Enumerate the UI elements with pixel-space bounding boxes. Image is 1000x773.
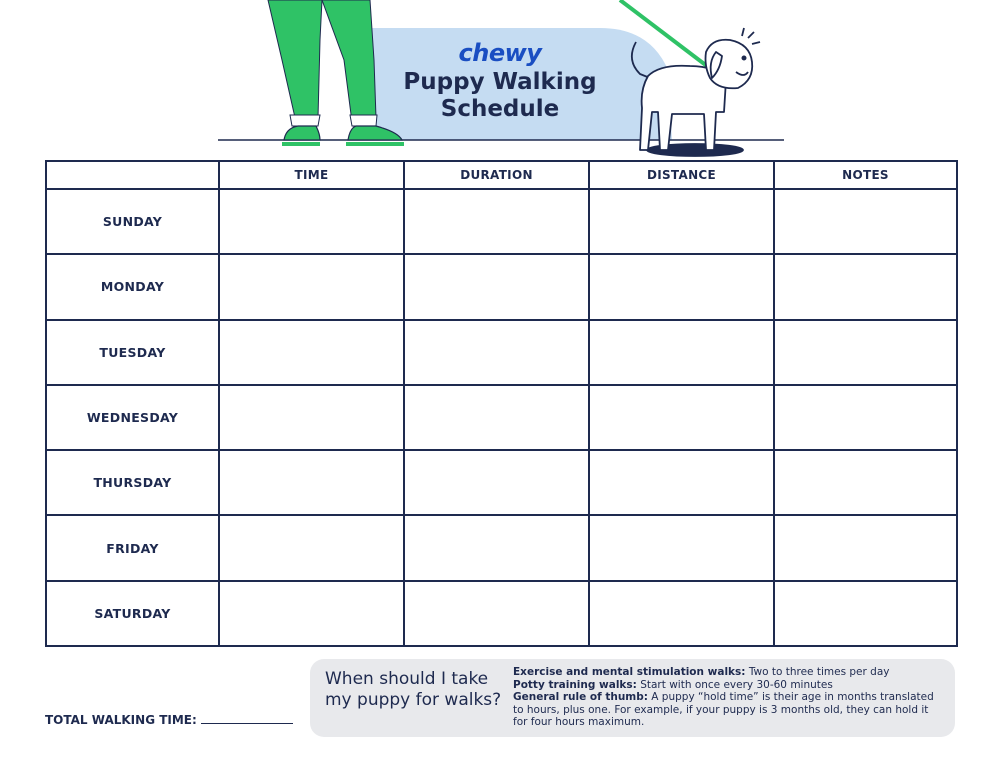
table-row (46, 189, 957, 254)
day-label: THURSDAY (46, 450, 219, 515)
notes-cell[interactable] (774, 385, 957, 450)
table-row (46, 450, 957, 515)
duration-cell[interactable] (404, 254, 589, 319)
day-label: SATURDAY (46, 581, 219, 646)
duration-cell[interactable] (404, 581, 589, 646)
table-row (46, 581, 957, 646)
day-label: TUESDAY (46, 320, 219, 385)
distance-cell[interactable] (589, 254, 774, 319)
title-line-1: Puppy Walking (403, 69, 597, 95)
day-label: MONDAY (46, 254, 219, 319)
distance-cell[interactable] (589, 450, 774, 515)
duration-cell[interactable] (404, 385, 589, 450)
tip-item (513, 679, 943, 692)
notes-cell[interactable] (774, 320, 957, 385)
tip-label: Exercise and mental stimulation walks: (513, 666, 746, 678)
notes-cell[interactable] (774, 189, 957, 254)
distance-cell[interactable] (589, 515, 774, 580)
total-walking-time-blank[interactable] (201, 712, 293, 724)
title-line-2: Schedule (440, 96, 560, 122)
time-cell[interactable] (219, 450, 404, 515)
tips-question: When should I take my puppy for walks? (325, 669, 502, 710)
notes-cell[interactable] (774, 581, 957, 646)
notes-cell[interactable] (774, 450, 957, 515)
column-header-duration: DURATION (404, 161, 589, 189)
schedule-table (45, 160, 958, 647)
tip-text: Two to three times per day (745, 666, 890, 678)
header-row (46, 161, 957, 189)
corner-cell (46, 161, 219, 189)
column-header-time: TIME (219, 161, 404, 189)
time-cell[interactable] (219, 385, 404, 450)
notes-cell[interactable] (774, 515, 957, 580)
title-block (385, 40, 615, 123)
duration-cell[interactable] (404, 450, 589, 515)
distance-cell[interactable] (589, 385, 774, 450)
time-cell[interactable] (219, 254, 404, 319)
tip-label: Potty training walks: (513, 678, 637, 691)
duration-cell[interactable] (404, 515, 589, 580)
time-cell[interactable] (219, 581, 404, 646)
distance-cell[interactable] (589, 189, 774, 254)
column-header-notes: NOTES (774, 161, 957, 189)
time-cell[interactable] (219, 189, 404, 254)
day-label: WEDNESDAY (46, 385, 219, 450)
tips-box (310, 659, 955, 737)
tips-body (513, 666, 943, 729)
tip-text: Start with once every 30-60 minutes (636, 678, 833, 691)
tip-label: General rule of thumb: (513, 691, 648, 703)
chewy-logo: chewy (458, 39, 542, 67)
tip-item (513, 666, 943, 679)
time-cell[interactable] (219, 515, 404, 580)
duration-cell[interactable] (404, 189, 589, 254)
table-row (46, 254, 957, 319)
time-cell[interactable] (219, 320, 404, 385)
distance-cell[interactable] (589, 320, 774, 385)
notes-cell[interactable] (774, 254, 957, 319)
tip-text: A puppy “hold time” is their age in months translated to hours, plus one. For example, if your puppy is 3 months old, they can hold it for four hours maximum. (513, 691, 934, 728)
tip-item (513, 691, 943, 729)
page-title (385, 69, 615, 123)
day-label: FRIDAY (46, 515, 219, 580)
table-row (46, 515, 957, 580)
table-row (46, 320, 957, 385)
total-walking-time-label: TOTAL WALKING TIME: (45, 713, 197, 727)
table-row (46, 385, 957, 450)
total-walking-time (45, 712, 293, 727)
duration-cell[interactable] (404, 320, 589, 385)
day-label: SUNDAY (46, 189, 219, 254)
distance-cell[interactable] (589, 581, 774, 646)
column-header-distance: DISTANCE (589, 161, 774, 189)
